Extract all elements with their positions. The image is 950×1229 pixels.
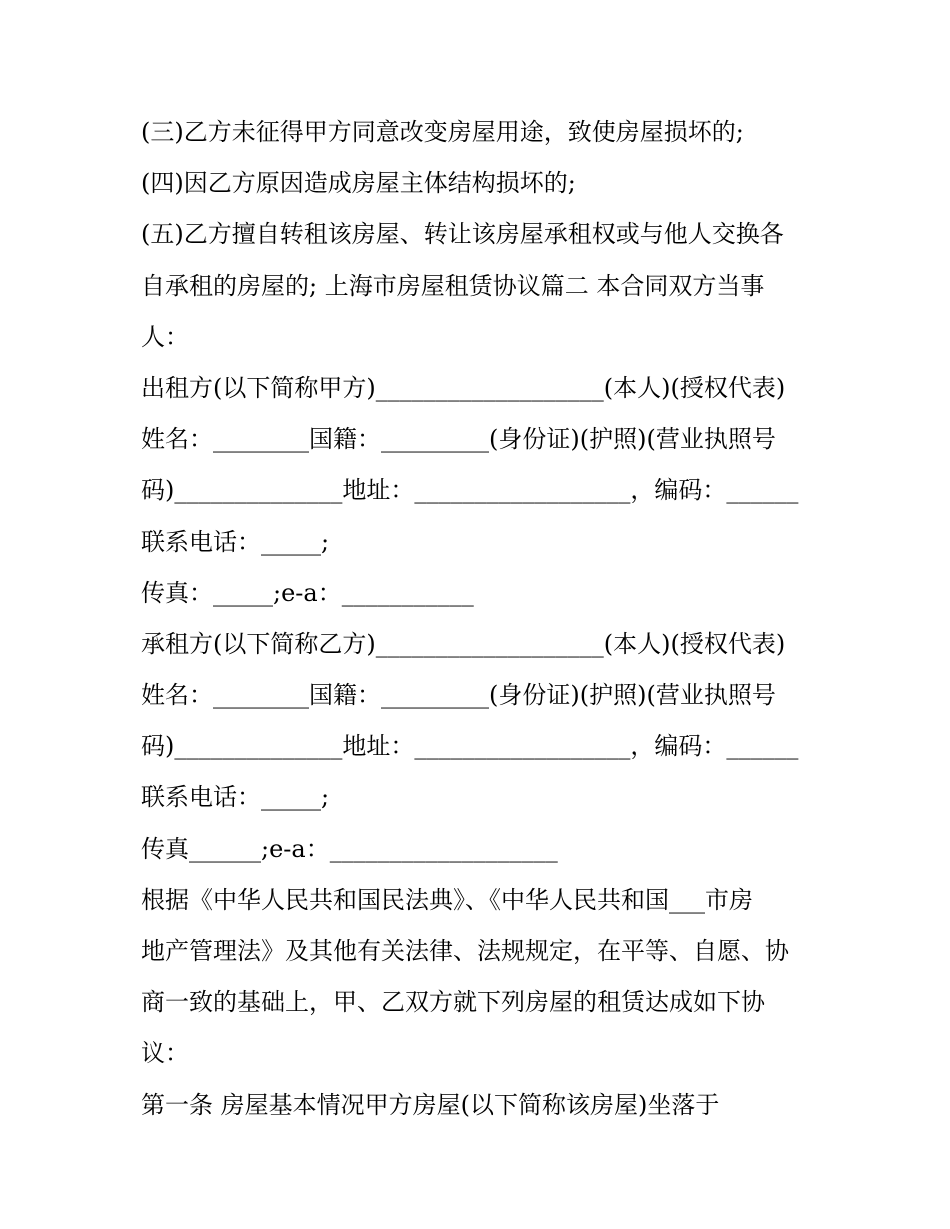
text-line: 自承租的房屋的; 上海市房屋租赁协议篇二 本合同双方当事 (141, 271, 765, 300)
text-line: 传真______;e-a：___________________ (141, 834, 558, 863)
text-line: 联系电话：_____; (141, 527, 330, 556)
document-body (141, 107, 821, 1131)
text-line: (四)因乙方原因造成房屋主体结构损坏的; (141, 169, 576, 198)
text-line: 地产管理法》及其他有关法律、法规规定，在平等、自愿、协 (141, 937, 789, 965)
text-line: 码)______________地址：__________________，编码：______ (141, 476, 799, 505)
text-line: 姓名：________国籍：_________(身份证)(护照)(营业执照号 (141, 681, 776, 710)
text-line: 码)______________地址：__________________，编码：______ (141, 732, 799, 761)
text-line: 人： (141, 322, 189, 351)
text-line: (三)乙方未征得甲方同意改变房屋用途，致使房屋损坏的; (141, 118, 744, 146)
text-line: 商一致的基础上，甲、乙双方就下列房屋的租赁达成如下协 (141, 988, 765, 1017)
text-line: 传真：_____;e-a：___________ (141, 578, 474, 607)
text-line: (五)乙方擅自转租该房屋、转让该房屋承租权或与他人交换各 (141, 220, 784, 249)
lessor-line: 出租方(以下简称甲方)___________________(本人)(授权代表) (141, 373, 786, 402)
article-one-line: 第一条 房屋基本情况甲方房屋(以下简称该房屋)坐落于 (141, 1090, 720, 1119)
text-line: 联系电话：_____; (141, 783, 330, 812)
text-line: 根据《中华人民共和国民法典》、《中华人民共和国___市房 (141, 885, 753, 914)
text-line: 议： (141, 1039, 189, 1068)
lessee-line: 承租方(以下简称乙方)___________________(本人)(授权代表) (141, 629, 786, 658)
text-line: 姓名：________国籍：_________(身份证)(护照)(营业执照号 (141, 425, 776, 454)
